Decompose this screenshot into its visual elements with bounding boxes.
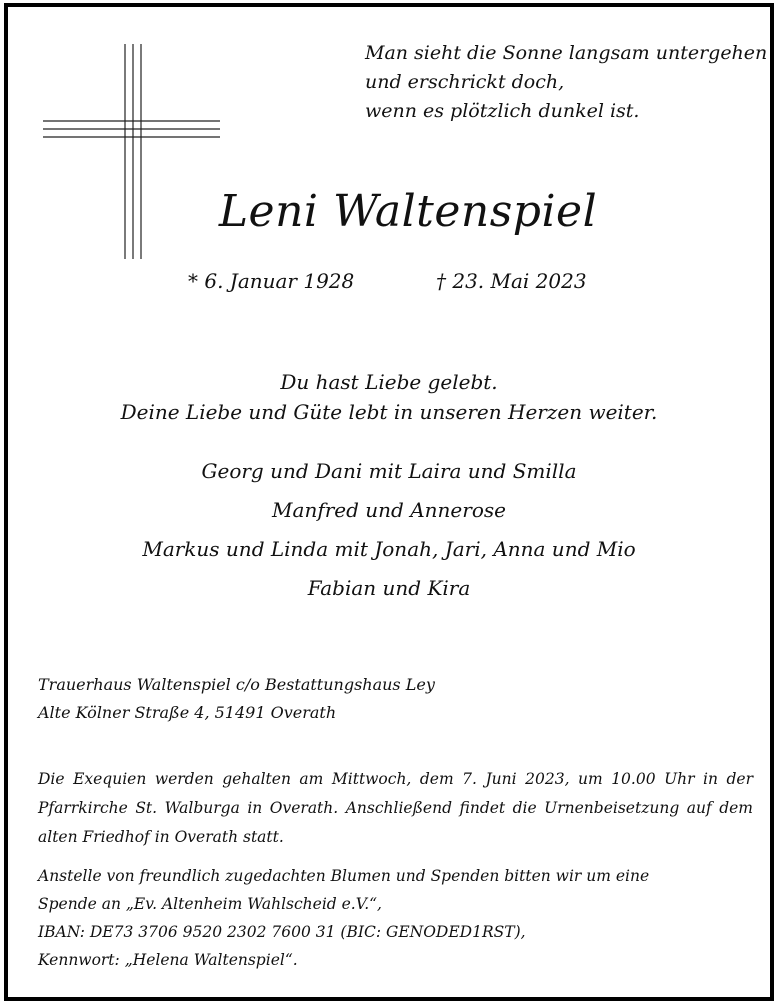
service-notice: Die Exequien werden gehalten am Mittwoch, dem 7. Juni 2023, um 10.00 Uhr in der Pfarrkirche St. Walburga in Overath. Anschließend findet die Urnenbeisetzung auf dem alten Friedhof in Overath statt. [38, 770, 753, 846]
birth-date: * 6. Januar 1928 [188, 269, 355, 293]
mourning-address [38, 671, 758, 727]
family-line: Manfred und Annerose [272, 498, 506, 522]
address-line: Alte Kölner Straße 4, 51491 Overath [38, 703, 337, 722]
deceased-name: Leni Waltenspiel [218, 186, 598, 237]
obituary-frame [4, 3, 774, 1001]
donation-notice [38, 862, 758, 974]
motto [8, 367, 770, 427]
family-line: Markus und Linda mit Jonah, Jari, Anna und Mio [142, 537, 636, 561]
family-list [8, 452, 770, 608]
donation-line: Spende an „Ev. Altenheim Wahlscheid e.V.“, [38, 895, 382, 913]
donation-line: IBAN: DE73 3706 9520 2302 7600 31 (BIC: GENODED1RST), [38, 923, 526, 941]
donation-line: Anstelle von freundlich zugedachten Blumen und Spenden bitten wir um eine [38, 867, 650, 885]
motto-line: Du hast Liebe gelebt. [280, 370, 498, 394]
family-line: Georg und Dani mit Laira und Smilla [201, 459, 577, 483]
poem-line: wenn es plötzlich dunkel ist. [365, 100, 640, 122]
family-line: Fabian und Kira [307, 576, 471, 600]
motto-line: Deine Liebe und Güte lebt in unseren Herzen weiter. [120, 400, 658, 424]
death-date: † 23. Mai 2023 [436, 269, 587, 293]
address-line: Trauerhaus Waltenspiel c/o Bestattungshaus Ley [38, 675, 435, 694]
poem-line: und erschrickt doch, [365, 71, 565, 93]
poem-line: Man sieht die Sonne langsam untergehen [365, 42, 768, 64]
poem [365, 39, 768, 126]
donation-line: Kennwort: „Helena Waltenspiel“. [38, 951, 298, 969]
